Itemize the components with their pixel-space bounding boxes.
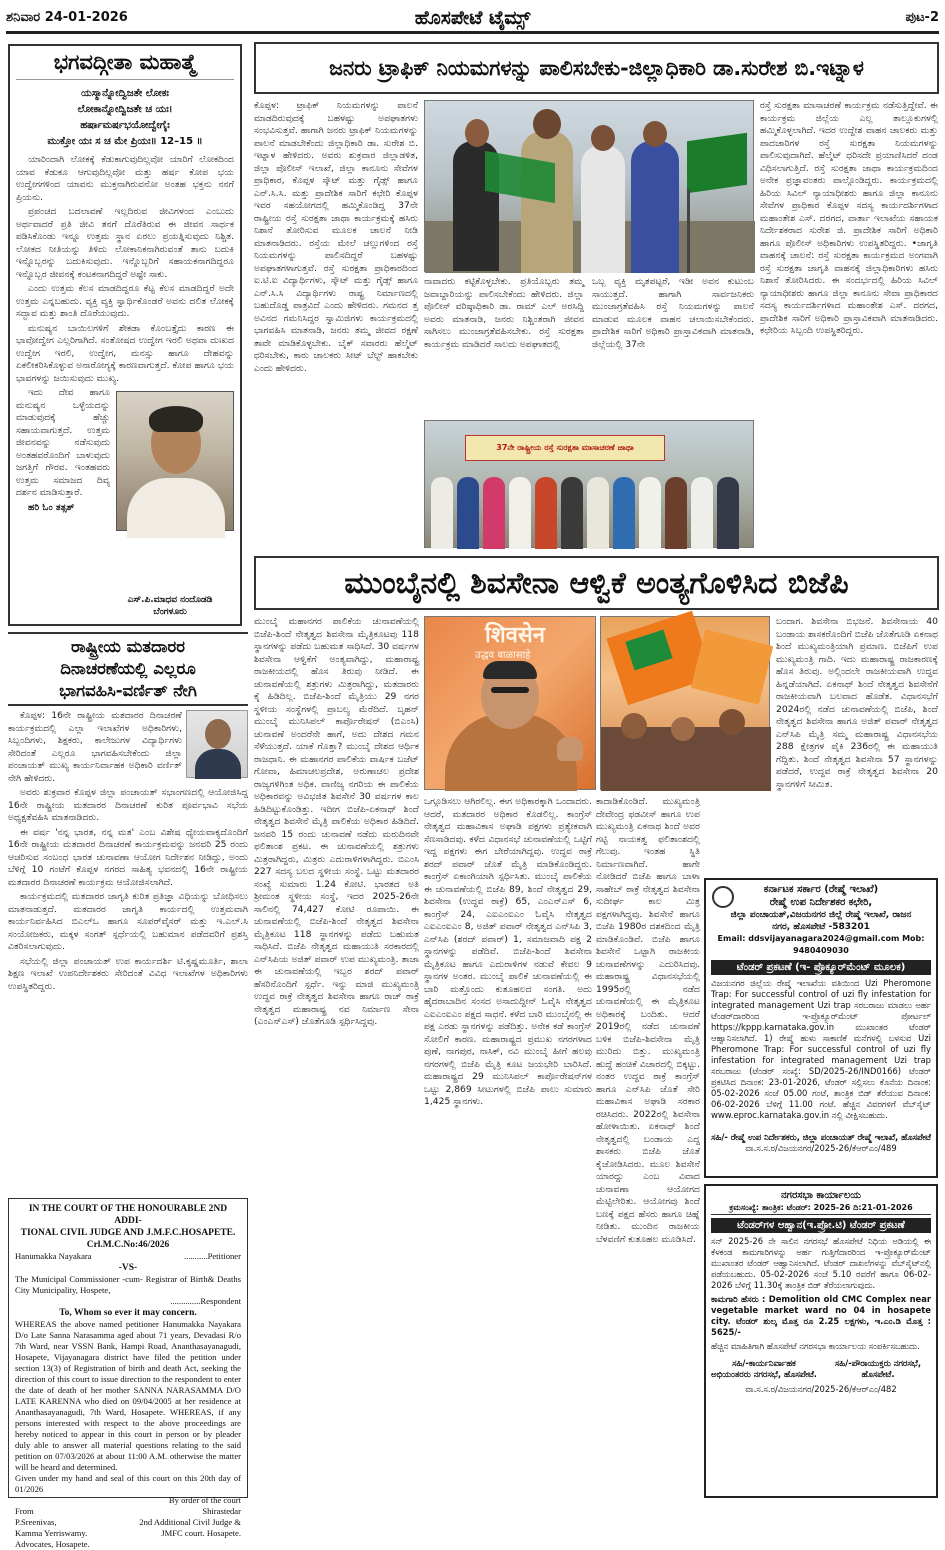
shivsena-col-3: ಕಾದಾಡಿಕೊಂಡಿದೆ. ಮುಖ್ಯಮಂತ್ರಿ ದೇವೇಂದ್ರ ಫಡವೀಸ್ ಹಾಗೂ ಉಪ ಮುಖ್ಯಮಂತ್ರಿ ಏಕನಾಥ ಶಿಂದೆ ಅವರ ಗಟ್ಟಿ ನಾಯಕತ್ವ ಫಲಿತಾಂಶದಲ್ಲಿ ಗೆಲುವು. ಇಂತಹ ಸ್ಥಿತಿ ನಿರ್ಮಾಣವಾಗಿದೆ. ಹಾಗೇ ನೋಡಿದರೆ ಬಿಜೆಪಿ ಹಾಗೂ ಬಾಳಾ ಸಾಹೇಬ್ ಠಾಕ್ರೆ ನೇತೃತ್ವದ ಶಿವಸೇನಾ ಸುದೀರ್ಘ ಕಾಲ ಮಿತ್ರ ಪಕ್ಷಗಳಾಗಿದ್ದವು. ಶಿವಸೇನೆ ಹಾಗೂ ಬಿಜೆಪಿ 1980ರ ದಶಕದಿಂದ ಮೈತ್ರಿ ಮಾಡಿಕೊಂಡಿವೆ. ಬಿಜೆಪಿ ಹಾಗೂ ಶಿವಸೇನೆ ಒಟ್ಟಾಗಿ ರಾಜಕೀಯ ಚುನಾವಣೆಗಳನ್ನು ಎದುರಿಸಿದವು. ಮಹಾರಾಷ್ಟ್ರ ವಿಧಾನಸಭೆಯಲ್ಲಿ 1995ರಲ್ಲಿ ನಡೆದ ಚುನಾವಣೆಯಲ್ಲಿ ಈ ಮೈತ್ರಿಕೂಟ ಅಧಿಕಾರಕ್ಕೆ ಬಂದಿತು. ಆದರೆ 2019ರಲ್ಲಿ ನಡೆದ ಚುನಾವಣೆ ಬಳಿಕ ಬಿಜೆಪಿ-ಶಿವಸೇನಾ ಮೈತ್ರಿ ಮುರಿದು ಬಿತ್ತು. ಮುಖ್ಯಮಂತ್ರಿ ಹುದ್ದೆ ಹಂಚಿಕೆ ವಿಚಾರದಲ್ಲಿ ಬಿಕ್ಕಟ್ಟು. ನಂತರ ಉದ್ಧವ ಠಾಕ್ರೆ ಕಾಂಗ್ರೆಸ್ ಹಾಗೂ ಎನ್‌ಸಿಪಿ ಜೊತೆ ಸೇರಿ ಮಹಾವಿಕಾಸ ಅಘಾಡಿ ಸರಕಾರ ರಚಿಸಿದರು. 2022ರಲ್ಲಿ ಶಿವಸೇನಾ ಹೋಳಾಯಿತು. ಏಕನಾಥ್ ಶಿಂದೆ ನೇತೃತ್ವದಲ್ಲಿ ಬಂಡಾಯ ಎದ್ದ ಶಾಸಕರು ಬಿಜೆಪಿ ಜೊತೆ ಕೈಜೋಡಿಸಿದರು. ಮೂಲ ಶಿವಸೇನೆ ಯಾರದ್ದು ಎಂಬ ವಿವಾದ ಚುನಾವಣಾ ಆಯೋಗದ ಮೆಟ್ಟಿಲೇರಿತು. ಆಯೋಗವು ಶಿಂದೆ ಬಣಕ್ಕೆ ಪಕ್ಷದ ಹೆಸರು ಹಾಗೂ ಚಿಹ್ನೆ ನೀಡಿತು. ಮುಂದಿನ ರಾಜಕೀಯ ಬೆಳವಣಿಗೆ ಕುತೂಹಲ ಮೂಡಿಸಿದೆ.	[596, 796, 700, 1245]
author-place: ಬೆಂಗಳೂರು	[153, 607, 187, 617]
paragraph: ಪ್ರಪಂಚದ ಬದಲಾವಣೆ ಇಲ್ಲದಿರುವ ಜೀವಿಗಳಂದ ಎಂಬುದು ಅರ್ಥವಾದರೆ ಪ್ರತಿ ಜೀವಿ ತನಗೆ ದೊರೆತಿರುವ ಈ ಜೀವನ ಸಾರ್ಥಕ ಪಡಿಸಿಕೊಂಡು ಇನ್ನೂ ಉತ್ತಮ ಸ್ಥಾನ ಏರಲು ಪ್ರಯತ್ನಿಸುವುದು ನಿಶ್ಚಿತ. ಲೋಕದ ನೀತಿಯನ್ನು ತಿಳಿದು ಲೋಕಾನಿಕನಾಗಿರುವಂತೆ ತಾನು ಬದುಕಿ ಇನ್ನೊಬ್ಬರನ್ನು ಬದುಕಿಸುವುದು. ಇನ್ನೊಬ್ಬರಿಗೆ ಸಹಾಯಕನಾಗದಿದ್ದರೂ ಇನ್ನೊಬ್ಬರ ಜೀವನಕ್ಕೆ ಕಂಟಕನಾಗದಿದ್ದರೆ ಅಷ್ಟೇ ಸಾಕು.	[16, 206, 234, 280]
headline-line: ರಾಷ್ಟ್ರೀಯ ಮತದಾರರ	[70, 637, 185, 656]
order-line: By order of the court	[168, 1495, 241, 1505]
paragraph: ಈ ವರ್ಷ 'ನನ್ನ ಭಾರತ, ನನ್ನ ಮತ' ಎಂಬ ವಿಶೇಷ ಧ್ಯೇಯವಾಕ್ಯದೊಂದಿಗೆ 16ನೇ ರಾಷ್ಟ್ರೀಯ ಮತದಾರರ ದಿನಾಚರಣೆ ಕಾರ್ಯಕ್ರಮವನ್ನು ಜನವರಿ 25 ರಂದು ಆಚರಿಸುವ ಸಂಬಂಧ ಭಾರತ ಚುನಾವಣಾ ಆಯೋಗ ನಿರ್ದೇಶನ ನೀಡಿದ್ದು, ಅಂದು ಬೆಳಿಗ್ಗೆ 10 ಗಂಟೆಗೆ ಕೊಪ್ಪಳ ನಗರದ ಸಾಹಿತ್ಯ ಭವನದಲ್ಲಿ 16ನೇ ರಾಷ್ಟ್ರೀಯ ಮತದಾರರ ದಿನಾಚರಣೆ ಕಾರ್ಯಕ್ರಮ ಆಯೋಜಿಸಲಾಗಿದೆ.	[8, 826, 248, 888]
case-number: Crl.M.C.No:46/2026	[86, 1240, 170, 1250]
ad-office-2: ಜಿಲ್ಲಾ ಪಂಚಾಯತ್,ವಿಜಯನಗರ ಜಿಲ್ಲೆ ರೇಷ್ಮೆ ಇಲಾಖೆ, ರಾಜನ	[730, 910, 912, 920]
traffic-col-3: ಒಬ್ಬ ವ್ಯಕ್ತಿ ಮೃತಪಟ್ಟರೆ, ಇಡೀ ಅವನ ಕುಟುಂಬ ಸಾಯುತ್ತದೆ. ಹಾಗಾಗಿ ಸಾರ್ವಜನಿಕರು ಮುಂಜಾಗ್ರತೆವಹಿಸಿ ರಸ್ತೆ ನಿಯಮಗಳನ್ನು ಪಾಲನೆ ಮಾಡುವ ಮೂಲಕ ವಾಹನ ಚಲಾಯಿಸಬೇಕೆಂದರು. ಪ್ರಾದೇಶಿಕ ಸಾರಿಗೆ ಅಧಿಕಾರಿ ಪ್ರಾಸ್ತಾವಿಕವಾಗಿ ಮಾತನಾಡಿ, ಜಿಲ್ಲೆಯಲ್ಲಿ 37ನೇ	[592, 276, 754, 350]
ceo-photo	[186, 710, 248, 778]
paragraph: ಎಂದು ಉತ್ತಮ ಕೆಲಸ ಮಾಡದಿದ್ದರೂ ಕೆಟ್ಟ ಕೆಲಸ ಮಾಡದಿದ್ದರೆ ಅದೇ ಉತ್ತಮ ಎನ್ನಬಹುದು. ವ್ಯಕ್ತಿ ವ್ಯಕ್ತಿ ಸ್ವಾರ್ಥಿಕೊಂಡರೆ ಅವನು ದಲಿತ ಲೋಕಕ್ಕೆ ಸದ್ಭಾವ ಮತ್ತು ಶಾಂತಿ ದೊರೆಯುವುದು.	[16, 283, 234, 319]
advocate-name: Kamma Yerriswamy.	[15, 1528, 88, 1538]
page-header	[6, 4, 939, 34]
court-notice	[8, 1198, 248, 1549]
issue-date: ಶನಿವಾರ 24-01-2026	[6, 10, 128, 25]
sericulture-tender-ad	[704, 878, 938, 1178]
author-name: ಎಸ್.ಪಿ.ಮಾಧವ ನಂದೊಡಡಿ	[127, 595, 213, 605]
author-byline	[110, 594, 230, 618]
ad2-body: ಸನ್ 2025-26 ನೇ ಸಾಲಿನ ನಗರಸಭೆ ಹೊಸಪೇಟೆ ನಿಧಿಯ ಅಡಿಯಲ್ಲಿ ಈ ಕೆಳಕಂಡ ಕಾಮಗಾರಿಗಳನ್ನು ಅರ್ಹ ಗುತ್ತಿಗೆದಾರರಿಂದ ಇ-ಪ್ರೊಕ್ಯೂರ್‌ಮೆಂಟ್ ಮುಖಾಂತರ ಟೆಂಡರ್ ಆಹ್ವಾನಿಸಲಾಗಿದೆ. ಟೆಂಡರ್ ದಾಖಲೆಗಳನ್ನು ವೆಬ್‌ಸೈಟ್‌ನಲ್ಲಿ ಪಡೆಯಬಹುದು. 05-02-2026 ಸಂಜೆ 5.10 ರವರೆಗೆ ಹಾಗೂ 06-02-2026 ಬೆಳಿಗ್ಗೆ 11.30ಕ್ಕೆ ತಾಂತ್ರಿಕ ಬಿಡ್ ತೆರೆಯಲಾಗುವುದು.	[711, 1236, 931, 1290]
voters-day-article	[8, 632, 248, 1192]
shivsena-photo-celebration	[600, 616, 770, 790]
shloka-line: ಮುಕ್ತೋ ಯಃ ಸ ಚ ಮೇ ಪ್ರಿಯಃ॥ 12–15 ॥	[47, 136, 203, 147]
ad2-note: ಹೆಚ್ಚಿನ ಮಾಹಿತಿಗಾಗಿ ಹೊಸಪೇಟೆ ನಗರಸಭಾ ಕಾರ್ಯಾಲಯ ಸಂಪರ್ಕಿಸಬಹುದು.	[711, 1341, 920, 1351]
paragraph: ಸಭೆಯಲ್ಲಿ ಜಿಲ್ಲಾ ಪಂಚಾಯತ್ ಉಪ ಕಾರ್ಯದರ್ಶಿ ಟಿ.ಕೃಷ್ಣಮೂರ್ತಿ, ಶಾಲಾ ಶಿಕ್ಷಣ ಇಲಾಖೆ ಉಪನಿರ್ದೇಶಕರು ಸೇರಿದಂತೆ ವಿವಿಧ ಇಲಾಖೆಗಳ ಅಧಿಕಾರಿಗಳು ಉಪಸ್ಥಿತರಿದ್ದರು.	[8, 955, 248, 992]
ad-body: ವಿಜಯನಗರ ಜಿಲ್ಲೆಯ ರೇಷ್ಮೆ ಇಲಾಖೆಯ ವತಿಯಿಂದ Uzi Pheromone Trap: For successful control of uzi fly infestation for integrated management Uzi trap ಸರಬರಾಜು ಮಾಡಲು ಅರ್ಹ ಟೆಂಡರ್‌ದಾರರಿಂದ ಇ-ಪ್ರೊಕ್ಯೂರ್‌ಮೆಂಟ್ ಪೋರ್ಟಲ್ https://kppp.karnataka.gov.in ಮುಖಾಂತರ ಟೆಂಡರ್ ಆಹ್ವಾನಿಸಲಾಗಿದೆ. 1) ರೇಷ್ಮೆ ಹುಳು ಸಾಕಾಣಿಕೆ ಮನೆಗಳಲ್ಲಿ ಬಳಸುವ Uzi Pheromone Trap: For successful control of uzi fly infestation for integrated management Uzi trap ಸರಬರಾಜು (ಟೆಂಡರ್ ಸಂಖ್ಯೆ: SD/2025-26/IND0166) ಟೆಂಡರ್ ಪ್ರಕಟಿಸಿದ ದಿನಾಂಕ: 23-01-2026, ಟೆಂಡರ್ ಸಲ್ಲಿಸಲು ಕೊನೆಯ ದಿನಾಂಕ: 05-02-2026 ಸಂಜೆ 05.00 ಗಂಟೆ, ತಾಂತ್ರಿಕ ಬಿಡ್ ತೆರೆಯುವ ದಿನಾಂಕ: 06-02-2026 ಬೆಳಿಗ್ಗೆ 11.00 ಗಂಟೆ. ಹೆಚ್ಚಿನ ವಿವರಗಳಿಗೆ ವೆಬ್‌ಸೈಟ್ www.eproc.karnataka.gov.in ನಲ್ಲಿ ವೀಕ್ಷಿಸಬಹುದು.	[711, 978, 931, 1120]
voters-headline	[8, 632, 248, 706]
signature-line: 2nd Additional Civil Judge &	[139, 1517, 241, 1527]
respondent: The Municipal Commissioner -cum- Registrar of Birth& Deaths City Municipality, Hospete,	[15, 1274, 241, 1295]
ad2-head: ನಗರಸಭಾ ಕಾರ್ಯಾಲಯ	[780, 1190, 862, 1201]
court-title: TIONAL CIVIL JUDGE AND J.M.F.C.HOSAPETE.	[20, 1228, 236, 1238]
ad-govt: ಕರ್ನಾಟಕ ಸರ್ಕಾರ (ರೇಷ್ಮೆ ಇಲಾಖೆ)	[763, 884, 879, 895]
headline-line: ಭಾಗವಹಿಸಿ-ವರ್ಣಿತ್ ನೇಗಿ	[59, 681, 197, 700]
shivsena-col-2: ಒಗ್ಗೂಡಿಸಲು ಆಗಿರಲಿಲ್ಲ. ಈಗ ಅಧಿಕಾರಕ್ಕಾಗಿ ಒಂದಾದರು. ಆದರೆ, ಮತದಾರರ ಅಧಿಕಾರ ಕೊಡಲಿಲ್ಲ. ಕಾಂಗ್ರೆಸ್ ನೇತೃತ್ವದ ಮಹಾವಿಕಾಸ ಅಘಾಡಿ ಪಕ್ಷಗಳು ಪ್ರತ್ಯೇಕವಾಗಿ ಸೆಣಸಾಡಿದವು. ಕಳೆದ ವಿಧಾನಸಭೆ ಚುನಾವಣೆಯಲ್ಲಿ ಒಟ್ಟಿಗೆ ಇದ್ದ ಪಕ್ಷಗಳು ಈಗ ಬೇರೆಯಾಗಿದ್ದವು. ಉದ್ಧವ ಠಾಕ್ರೆ ಶರದ್ ಪವಾರ್ ಜೊತೆ ಮೈತ್ರಿ ಮಾಡಿಕೊಂಡಿದ್ದರು. ಕಾಂಗ್ರೆಸ್ ಏಕಾಂಗಿಯಾಗಿ ಸ್ಪರ್ಧಿಸಿತು. ಮುಂಬೈ ಪಾಲಿಕೆಯ ಈ ಚುನಾವಣೆಯಲ್ಲಿ ಬಿಜೆಪಿ 89, ಶಿಂದೆ ನೇತೃತ್ವದ 29, ಶಿವಸೇನಾ (ಉದ್ಧವ ಠಾಕ್ರೆ) 65, ಎಂಎನ್‌ಎಸ್ 6, ಕಾಂಗ್ರೆಸ್ 24, ಎಐಎಂಐಎಂ ಓವೈಸಿ ನೇತೃತ್ವದ ಎಐಎಂಐಎಂ 8, ಅಜಿತ್ ಪವಾರ್ ನೇತೃತ್ವದ ಎನ್‌ಸಿಪಿ 3, ಎನ್‌ಸಿಪಿ (ಶರದ್ ಪವಾರ್) 1, ಸಮಾಜವಾದಿ ಪಕ್ಷ 2 ಸ್ಥಾನಗಳನ್ನು ಪಡೆದಿವೆ. ಬಿಜೆಪಿ-ಶಿಂದೆ ಶಿವಸೇನಾ ಮೈತ್ರಿಕೂಟ ಹಾಗೂ ಎದುರಾಳಿಗಳ ನಡುವೆ ಕೇವಲ 9 ಸ್ಥಾನಗಳ ಅಂತರ. ಮುಂಬೈ ಪಾಲಿಕೆ ಚುನಾವಣೆಯಲ್ಲಿ ಈ ಬಾರಿ ಮತ್ತೊಂದು ಕುತೂಹಲದ ಸಂಗತಿ. ಅದು ಹೈದರಾಬಾದಿನ ಸಂಸದ ಅಸಾದುದ್ದೀನ್ ಓವೈಸಿ ನೇತೃತ್ವದ ಎಐಎಂಐಎಂ ಪಕ್ಷದ ಸಾಧನೆ. ಕಳೆದ ಬಾರಿ ಮುಂಬೈನಲ್ಲಿ ಈ ಪಕ್ಷ ಎರಡು ಸ್ಥಾನಗಳನ್ನು ಪಡೆದಿತ್ತು. ಅನೇಕ ಕಡೆ ಕಾಂಗ್ರೆಸ್ ಸೋಲಿಗೆ ಕಾರಣ. ಮಹಾರಾಷ್ಟ್ರದ ಪ್ರಮುಖ ನಗರಗಳಾದ ಪುಣೆ, ನಾಗಪುರ, ನಾಸಿಕ್, ನವಿ ಮುಂಬೈ ಹೀಗೆ ಹಲವು ನಗರಗಳಲ್ಲಿ ಬಿಜೆಪಿ ಮೈತ್ರಿ ಕೂಟ ಜಯಭೇರಿ ಬಾರಿಸಿದೆ. ಮಹಾರಾಷ್ಟ್ರದ 29 ಮುನಿಸಿಪಲ್ ಕಾರ್ಪೊರೇಷನ್‌ಗಳ ಒಟ್ಟು 2,869 ಸೀಟುಗಳಲ್ಲಿ ಬಿಜೆಪಿ ಪಾಲು ಸುಮಾರು 1,425 ಸ್ಥಾನಗಳು.	[424, 796, 592, 1107]
versus: -VS-	[118, 1263, 138, 1273]
paragraph: ಯಾರಿಂದಾಗಿ ಲೋಕಕ್ಕೆ ಕೆಡುಕಾಗುವುದಿಲ್ಲವೋ ಯಾರಿಗೆ ಲೋಕದಿಂದ ಯಾವ ಕೆಡುಕೂ ಆಗುವುದಿಲ್ಲವೋ ಮತ್ತು ಹರ್ಷ ಕೋಪ ಭಯ ಉದ್ವೇಗಗಳಿಂದ ಯಾವನು ಮುಕ್ತನಾಗಿರುವನೋ ಅಂತಹ ಭಕ್ತನು ನನಗೆ ಪ್ರಿಯನು.	[16, 154, 234, 203]
ad-signature: ಸಹಿ/- ರೇಷ್ಮೆ ಉಪ ನಿರ್ದೇಶಕರು, ಜಿಲ್ಲಾ ಪಂಚಾಯತ್ ರೇಷ್ಮೆ ಇಲಾಖೆ, ಹೊಸಪೇಟೆ	[711, 1132, 931, 1142]
page-number: ಪುಟ-2	[905, 10, 939, 25]
ad-place: ನಗರ, ಹೊಸಪೇಟೆ -583201	[772, 922, 870, 932]
gita-title: ಭಗವದ್ಗೀತಾ ಮಹಾತ್ಮೆ	[16, 50, 234, 80]
advocate-office: Advocates, Hosapete.	[15, 1539, 90, 1549]
ad2-work: ಕಾಮಗಾರಿ ಹೆಸರು : Demolition old CMC Complex near vegetable market ward no 04 in hosapete city. ಟೆಂಡರ್ ಶುಲ್ಕ ಮೊತ್ತ ರೂ 2.25 ಲಕ್ಷಗಳು, ಇ.ಎಂ.ಡಿ ಮೊತ್ತ : 5625/-	[711, 1294, 931, 1337]
paragraph: ಹರಿ ಓಂ ತತ್ಸತ್	[28, 501, 75, 513]
ad2-signature-2: ಸಹಿ/-ಪೌರಾಯುಕ್ತರು ನಗರಸಭೆ, ಹೊಸಪೇಟೆ.	[834, 1358, 922, 1379]
author-photo	[116, 391, 234, 531]
traffic-photo-rally	[424, 420, 754, 548]
ad-tender-bar: ಟೆಂಡರ್ ಪ್ರಕಟಣೆ (ಇ- ಪ್ರೊಕ್ಯೂರ್‌ಮೆಂಟ್ ಮೂಲಕ)	[711, 960, 931, 975]
traffic-col-2: ನಾವಾದರು ಕಟ್ಟಿಕೊಳ್ಳಬೇಕು. ಪ್ರತಿಯೊಬ್ಬರು ತಮ್ಮ ಜವಾಬ್ದಾರಿಯನ್ನು ಪಾಲಿಸಬೇಕೆಂದು ಹೇಳಿದರು. ಜಿಲ್ಲಾ ಪೊಲೀಸ್ ವರಿಷ್ಠಾಧಿಕಾರಿ ಡಾ. ರಾಮ್ ಎಲ್ ಅರಸಿದ್ದಿ ಅವರು ಮಾತನಾಡಿ, ಜನರು ನಿಶ್ಚಿಂತರಾಗಿ ಜೀವನ ಸಾಗಿಸಲು ಮುಂಜಾಗ್ರತೆವಹಿಸಬೇಕು. ರಸ್ತೆ ಸುರಕ್ಷತಾ ಕಾರ್ಯಕ್ರಮ ಮಾಡಿದರೆ ಸಾಲದು ಅಪಘಾತದಲ್ಲಿ	[424, 276, 584, 350]
from-label: From	[15, 1506, 34, 1516]
shloka-line: ಯಸ್ಮಾನ್ನೋದ್ವಿಜತೇ ಲೋಕಃ	[81, 88, 169, 99]
signature-line: Shirastedar	[202, 1506, 241, 1516]
ad-contact: Email: ddsvijayanagara2024@gmail.com Mob: 9480409030	[717, 934, 925, 955]
gita-column	[8, 44, 242, 626]
voters-body	[8, 710, 248, 1190]
shloka-line: ಲೋಕಾನ್ನೋದ್ವಿಜತೇ ಚ ಯಃ।	[77, 104, 173, 115]
ad2-reference: ವಾ.ಸ.ಸ.ರ/ವಿಜಯನಗರ/2025-26/ಕೆಆರ್‌ಎಂ/482	[745, 1384, 897, 1394]
ad-reference: ವಾ.ಸ.ಸ.ರ/ವಿಜಯನಗರ/2025-26/ಕೆಆರ್‌ಎಂ/489	[745, 1143, 897, 1153]
ad2-ref-line: ಕ್ರಮಸಂಖ್ಯೆ: ತಾಂತ್ರಿಕ: ಟೆಂಡರ್: 2025-26 ದಿ:21-01-2026	[711, 1202, 931, 1215]
given-line: Given under my hand and seal of this court on this 20th day of 01/2026	[15, 1473, 241, 1494]
rally-banner: 37ನೇ ರಾಷ್ಟ್ರೀಯ ರಸ್ತೆ ಸುರಕ್ಷತಾ ಮಾಸಾಚರಣೆ ಜಾಥಾ	[496, 443, 634, 452]
traffic-col-4: ರಸ್ತೆ ಸುರಕ್ಷತಾ ಮಾಸಾಚರಣೆ ಕಾರ್ಯಕ್ರಮ ನಡೆಸುತ್ತಿದ್ದೇವೆ. ಈ ಕಾರ್ಯಕ್ರಮ ಜಿಲ್ಲೆಯ ಎಲ್ಲ ತಾಲ್ಲೂಕುಗಳಲ್ಲಿ ಹಮ್ಮಿಕೊಳ್ಳಲಾಗಿದೆ. ಇದರ ಉದ್ದೇಶ ವಾಹನ ಚಾಲಕರು ಮತ್ತು ಪಾದಚಾರಿಗಳ ರಸ್ತೆ ಸುರಕ್ಷತಾ ನಿಯಮಗಳನ್ನು ಪಾಲಿಸುವುದಾಗಿದೆ. ಹೆಲ್ಮೆಟ್ ಧರಿಸದೇ ಪ್ರಯಾಣಿಸಿದರೆ ದಂಡ ವಿಧಿಸಲಾಗುತ್ತಿದೆ. ರಸ್ತೆ ಸುರಕ್ಷತಾ ಜಾಥಾ ಕಾರ್ಯಕ್ರಮದಿಂದ ಅನೇಕ ಪ್ರಜ್ಞಾವಂತರು ಪಾಲ್ಗೊಂಡಿದ್ದರು. ಕಾರ್ಯಕ್ರಮದಲ್ಲಿ ಹಿರಿಯ ಸಿವಿಲ್ ನ್ಯಾಯಾಧೀಶರು ಹಾಗೂ ಜಿಲ್ಲಾ ಕಾನೂನು ಸೇವೆಗಳ ಪ್ರಾಧಿಕಾರ ಕೊಪ್ಪಳ ಸದಸ್ಯ ಕಾರ್ಯದರ್ಶಿಗಳಾದ ಮಹಾಂತೇಶ ಎಸ್. ದರಗದ, ವಾರ್ತಾ ಇಲಾಖೆಯ ಸಹಾಯಕ ನಿರ್ದೇಶಕರಾದ ಸುರೇಶ ಜಿ. ಪ್ರಾದೇಶಿಕ ಸಾರಿಗೆ ಅಧಿಕಾರಿ ಹಾಗೂ ಪೊಲೀಸ್ ಅಧಿಕಾರಿಗಳು ಉಪಸ್ಥಿತರಿದ್ದರು. •ಜಾಗೃತಿ ವಾಹನಕ್ಕೆ ಚಾಲನೆ: ರಸ್ತೆ ಸುರಕ್ಷತಾ ಕಾರ್ಯಕ್ರಮದ ಅಂಗವಾಗಿ ರಸ್ತೆ ಸುರಕ್ಷತಾ ಜಾಗೃತಿ ವಾಹನಕ್ಕೆ ಜಿಲ್ಲಾಧಿಕಾರಿಗಳು ಹಸಿರು ನಿಶಾನೆ ತೋರಿಸಿದರು. ಈ ಸಂದರ್ಭದಲ್ಲಿ ಹಿರಿಯ ಸಿವಿಲ್ ನ್ಯಾಯಾಧೀಶರು ಹಾಗೂ ಜಿಲ್ಲಾ ಕಾನೂನು ಸೇವಾ ಪ್ರಾಧಿಕಾರದ ಸದಸ್ಯ ಕಾರ್ಯದರ್ಶಿಗಳಾದ ಮಹಾಂತೇಶ ಎಸ್. ದರಗದ, ಪ್ರಾದೇಶಿಕ ಸಾರಿಗೆ ಅಧಿಕಾರಿ ಪ್ರಾಸ್ತಾವಿಕವಾಗಿ ಮಾತನಾಡಿದರು. ಕಛೇರಿಯ ಸಿಬ್ಬಂದಿ ಉಪಸ್ಥಿತರಿದ್ದರು.	[760, 100, 938, 336]
petitioner-row: Hanumakka Nayakara ...........Petitioner	[15, 1251, 241, 1261]
respondent-row: ..............Respondent	[170, 1296, 241, 1306]
paragraph: ಕೊಪ್ಪಳ: 16ನೇ ರಾಷ್ಟ್ರೀಯ ಮತದಾರರ ದಿನಾಚರಣೆ ಕಾರ್ಯಕ್ರಮದಲ್ಲಿ ಎಲ್ಲಾ ಇಲಾಖೆಗಳ ಅಧಿಕಾರಿಗಳು, ಸಿಬ್ಬಂದಿಗಳು, ಶಿಕ್ಷಕರು, ಕಾಲೇಜುಗಳ ವಿದ್ಯಾರ್ಥಿಗಳು ಸೇರಿದಂತೆ ಎಲ್ಲರೂ ಭಾಗವಹಿಸಬೇಕೆಂದು ಜಿಲ್ಲಾ ಪಂಚಾಯತ್ ಮುಖ್ಯ ಕಾರ್ಯನಿರ್ವಾಹಕ ಅಧಿಕಾರಿ ವರ್ಣಿತ್ ನೇಗಿ ಹೇಳಿದರು.	[8, 710, 182, 784]
paragraph: ಮನುಷ್ಯನ ಬಾಯಿಲಗಳಿಗೆ ಶೇಕಡಾ ಕೊಂಬತ್ತೈದು ಕಾರಣ ಈ ಭಾವೋದ್ವೇಗ ಎಲ್ಲರಿಗಾಗಿದೆ. ಸಂತೋಷದ ಉದ್ವೇಗ ಇರಲಿ ಅಥವಾ ದುಃಖದ ಉದ್ವೇಗ ಇರಲಿ, ಉದ್ವೇಗ, ಮನಸ್ಸು ಹಾಗೂ ದೇಹವನ್ನು ಏಕಲೀಕರಿಸಿಕೊಳ್ಳುವ ಅನಾರೋಗ್ಯಕ್ಕೆ ಕಾರಣವಾಗುತ್ತದೆ. ಕೋಪ ಹಾಗೂ ಭಯ ಭಾವಗಳನ್ನು ಜಯಿಸುವುದು ಮುಖ್ಯ.	[16, 322, 234, 384]
photo-text-hindi: शिवसेन	[485, 623, 545, 648]
shivsena-headline: ಮುಂಬೈನಲ್ಲಿ ಶಿವಸೇನಾ ಆಳ್ವಿಕೆ ಅಂತ್ಯಗೊಳಿಸಿದ ಬಿಜೆಪಿ	[254, 556, 939, 610]
traffic-photo-officials	[424, 100, 754, 272]
headline-line: ದಿನಾಚರಣೆಯಲ್ಲಿ ಎಲ್ಲರೂ	[60, 659, 196, 678]
masthead: ಹೊಸಪೇಟೆ ಟೈಮ್ಸ್	[414, 6, 531, 29]
advocate-name: P.Sreenivas,	[15, 1517, 57, 1527]
gita-shloka	[16, 86, 234, 150]
notice-body: WHEREAS the above named petitioner Hanumakka Nayakara D/o Late Sanna Narasamma aged about 71 years, Devadasi R/o 7th Ward, near VSSN Bank, Hampi Road, Ananthasayanagudi, Hosapete, Vijayanagara district have filed the petition under section 13(3) of Registration of birth and death Act, seeking the direction of this court to issue direction to the respondent to enter the date of death of her mother SANNA NARASAMMA D/O LATE KARENNA who died on 09/04/2005 at her residence at Ananthasayanagudi, 7th Ward, Hosapete. WHEREAS, if any persons interested with respect to the above proceedings are hereby noticed to appear in this court in person or by pleader duly able to answer all material questions relating to the said petition on 07/03/2026 at about 11:00 A.M. otherwise the matter will be heard and determined.	[15, 1319, 241, 1472]
ad2-tender-bar: ಟೆಂಡರ್‌ಗಳ ಆಹ್ವಾನ(ಇ.ಪ್ರೋ.ಟಿ) ಟೆಂಡರ್ ಪ್ರಕಟಣೆ	[711, 1218, 931, 1233]
paragraph: ಇದು ದೇವ ಹಾಗೂ ಮನುಷ್ಯನ ಒಳ್ಳೆಯದನ್ನು ಮಾಡುವುದಕ್ಕೆ ಹೆಚ್ಚು ಸಹಾಯವಾಗುತ್ತದೆ. ಉತ್ತಮ ಜೀವನವನ್ನು ನಡೆಸುವುದು ಅಂತಹವರೊಂದಿಗೆ ಬಾಳುವುದು ಜಗತ್ತಿಗೆ ಗೌರವ. ಇಂತಹವರು ಉತ್ತಮ ಸಮಾಜದ ದಿವ್ಯ ದರ್ಶನ ಮಾಡಿಸುತ್ತಾರೆ.	[16, 387, 110, 498]
traffic-headline: ಜನರು ಟ್ರಾಫಿಕ್ ನಿಯಮಗಳನ್ನು ಪಾಲಿಸಬೇಕು-ಜಿಲ್ಲಾಧಿಕಾರಿ ಡಾ.ಸುರೇಶ ಬಿ.ಇಟ್ನಾಳ	[254, 42, 939, 94]
notice-to: To, Whom so ever it may concern.	[59, 1308, 197, 1318]
court-title: IN THE COURT OF THE HONOURABLE 2ND ADDI-	[28, 1204, 228, 1226]
paragraph: ಅವರು ಶುಕ್ರವಾರ ಕೊಪ್ಪಳ ಜಿಲ್ಲಾ ಪಂಚಾಯತ್ ಸಭಾಂಗಣದಲ್ಲಿ ಆಯೋಜಿಸಿದ್ದ 16ನೇ ರಾಷ್ಟ್ರೀಯ ಮತದಾರರ ದಿನಾಚರಣೆ ಕುರಿತ ಪೂರ್ವಭಾವಿ ಸಭೆಯ ಅಧ್ಯಕ್ಷತೆವಹಿಸಿ ಮಾತನಾಡಿದರು.	[8, 787, 248, 823]
shivsena-col-1: ಮುಂಬೈ ಮಹಾನಗರ ಪಾಲಿಕೆಯ ಚುನಾವಣೆಯಲ್ಲಿ ಬಿಜೆಪಿ-ಶಿಂದೆ ನೇತೃತ್ವದ ಶಿವಸೇನಾ ಮೈತ್ರಿಕೂಟವು 118 ಸ್ಥಾನಗಳನ್ನು ಪಡೆದು ಬಹುಮತ ಸಾಧಿಸಿದೆ. 30 ವರ್ಷಗಳ ಶಿವಸೇನಾ ಆಳ್ವಿಕೆಗೆ ಅಂತ್ಯವಾಗಿದ್ದು, ಮಹಾರಾಷ್ಟ್ರ ರಾಜಕೀಯದಲ್ಲಿ ಹೊಸ ತಿರುವು ನೀಡಿದೆ. ಈ ಚುನಾವಣೆಯಲ್ಲಿ ಶತ್ರುಗಳು ಮಿತ್ರರಾಗಿದ್ದು, ಮತದಾರರು ಕೈ ಹಿಡಿದಿಲ್ಲ. ಬಿಜೆಪಿ-ಶಿಂದೆ ಮೈತ್ರಿಯು 29 ನಗರ ಸ್ಥಳೀಯ ಸಂಸ್ಥೆಗಳಲ್ಲಿ ಪ್ರಾಬಲ್ಯ ಮೆರೆದಿದೆ. ಬೃಹನ್ ಮುಂಬೈ ಮುನಿಸಿಪಲ್ ಕಾರ್ಪೊರೇಷನ್ (ಬಿಎಂಸಿ) ಚುನಾವಣೆ ಅಂದರೆನೇ ಹಾಗೆ, ಅದು ದೇಶದ ಗಮನ ಸೆಳೆಯುತ್ತದೆ. ಯಾಕೆ ಗೊತ್ತಾ? ಮುಂಬೈ ದೇಶದ ಆರ್ಥಿಕ ರಾಜಧಾನಿ. ಈ ಮಹಾನಗರ ಪಾಲಿಕೆಯ ವಾರ್ಷಿಕ ಬಜೆಟ್ ಗೋವಾ, ಹಿಮಾಚಲಪ್ರದೇಶ, ಅರುಣಾಚಲ ಪ್ರದೇಶ ರಾಜ್ಯಗಳಿಗಿಂತ ಅಧಿಕ. ವಾಣಿಜ್ಯ ನಗರಿಯ ಈ ಪಾಲಿಕೆಯ ಅಧಿಕಾರವನ್ನು ಅವಿಭಜಿತ ಶಿವಸೇನೆ 30 ವರ್ಷಗಳ ಕಾಲ ಹಿಡಿದಿಟ್ಟುಕೊಂಡಿತ್ತು. ಇದೀಗ ಬಿಜೆಪಿ-ಏಕನಾಥ್ ಶಿಂದೆ ನೇತೃತ್ವದ ಶಿವಸೇನೆ ಮೈತ್ರಿ ಪಾಲಿಕೆಯ ಅಧಿಕಾರ ಹಿಡಿದಿದೆ. ಜನವರಿ 15 ರಂದು ಚುನಾವಣೆ ನಡೆದು ಮರುದಿನವೇ ಫಲಿತಾಂಶ ಪ್ರಕಟ. ಈ ಚುನಾವಣೆಯಲ್ಲಿ ಶತ್ರುಗಳು ಮಿತ್ರರಾಗಿದ್ದರು, ಮಿತ್ರರು ಎದುರಾಳಿಗಳಾಗಿದ್ದರು. ಬಿಎಂಸಿ 227 ಸದಸ್ಯ ಬಲದ ಸ್ಥಳೀಯ ಸಂಸ್ಥೆ. ಒಟ್ಟು ಮತದಾರರ ಸಂಖ್ಯೆ ಸುಮಾರು 1.24 ಕೋಟಿ. ಭಾರತದ ಅತಿ ಶ್ರೀಮಂತ ಸ್ಥಳೀಯ ಸಂಸ್ಥೆ, ಇದರ 2025-26ನೇ ಸಾಲಿನಲ್ಲಿ 74,427 ಕೋಟಿ ರೂಪಾಯಿ. ಈ ಚುನಾವಣೆಯಲ್ಲಿ ಬಿಜೆಪಿ-ಶಿಂದೆ ನೇತೃತ್ವದ ಶಿವಸೇನಾ ಮೈತ್ರಿಕೂಟ 118 ಸ್ಥಾನಗಳನ್ನು ಪಡೆದು ಬಹುಮತ ಸಾಧಿಸಿದೆ. ಬಿಜೆಪಿ ನೇತೃತ್ವದ ಮಹಾಯುತಿ ಸರಕಾರದಲ್ಲಿ ಎನ್‌ಸಿಪಿಯ ಅಜಿತ್ ಪವಾರ್ ಉಪ ಮುಖ್ಯಮಂತ್ರಿ. ತಾಜಾ ಈ ಚುನಾವಣೆಯಲ್ಲಿ ಇಬ್ಬರ ಶರದ್ ಪವಾರ್ ಹೆಸರಿನೊಂದಿಗೆ ಸ್ಪರ್ಧೆ. ಇನ್ನು ಮಾಜಿ ಮುಖ್ಯಮಂತ್ರಿ ಉದ್ಧವ ಠಾಕ್ರೆ ನೇತೃತ್ವದ ಶಿವಸೇನಾ ಹಾಗೂ ರಾಜ್ ಠಾಕ್ರೆ ನೇತೃತ್ವದ ಮಹಾರಾಷ್ಟ್ರ ನವ ನಿರ್ಮಾಣ ಸೇನಾ (ಎಂಎನ್‌ಎಸ್) ಜೊತೆಗೂಡಿ ಸ್ಪರ್ಧಿಸಿದ್ದವು.	[254, 616, 419, 1027]
shivsena-photo-uddhav	[424, 616, 596, 790]
traffic-col-1: ಕೊಪ್ಪಳ: ಟ್ರಾಫಿಕ್ ನಿಯಮಗಳನ್ನು ಪಾಲನೆ ಮಾಡದಿರುವುದಕ್ಕೆ ಬಹಳಷ್ಟು ಅಪಘಾತಗಳು ಸಂಭವಿಸುತ್ತವೆ. ಹಾಗಾಗಿ ಜನರು ಟ್ರಾಫಿಕ್ ನಿಯಮಗಳನ್ನು ಪಾಲನೆ ಮಾಡಬೇಕೆಂದು ಜಿಲ್ಲಾಧಿಕಾರಿ ಡಾ. ಸುರೇಶ ಬಿ. ಇಟ್ನಾಳ ಹೇಳಿದರು. ಅವರು ಶುಕ್ರವಾರ ಜಿಲ್ಲಾಡಳಿತ, ಜಿಲ್ಲಾ ಪೊಲೀಸ್ ಇಲಾಖೆ, ಜಿಲ್ಲಾ ಕಾನೂನು ಸೇವೆಗಳ ಪ್ರಾಧಿಕಾರ, ಕೊಪ್ಪಳ ಸ್ಕೌಟ್ ಮತ್ತು ಗೈಡ್ಸ್ ಹಾಗೂ ಎನ್.ಸಿ.ಸಿ. ಮತ್ತು ಪ್ರಾದೇಶಿಕ ಸಾರಿಗೆ ಕಛೇರಿ ಕೊಪ್ಪಳ ಇವರ ಸಹಯೋಗದಲ್ಲಿ ಹಮ್ಮಿಕೊಂಡಿದ್ದ 37ನೇ ರಾಷ್ಟ್ರೀಯ ರಸ್ತೆ ಸುರಕ್ಷತಾ ಜಾಥಾ ಕಾರ್ಯಕ್ರಮಕ್ಕೆ ಹಸಿರು ನಿಶಾನೆ ತೋರಿಸುವ ಮೂಲಕ ಚಾಲನೆ ನೀಡಿ ಮಾತನಾಡಿದರು. ರಸ್ತೆಯ ಮೇಲೆ ಚಲ್ಲುಗಳಿಂದ ರಸ್ತೆ ನಿಯಮಗಳನ್ನು ಪಾಲಿಸದಿದ್ದರೆ ಬಹಳಷ್ಟು ಅಪಘಾತಗಳಾಗುತ್ತವೆ. ರಸ್ತೆ ಸುರಕ್ಷತಾ ಪ್ರಾಧಿಕಾರದಿಂದ ಐ.ಟಿ.ಐ ವಿದ್ಯಾರ್ಥಿಗಳು, ಸ್ಕೌಟ್ ಮತ್ತು ಗೈಡ್ಸ್ ಹಾಗೂ ಎನ್.ಸಿ.ಸಿ ವಿದ್ಯಾರ್ಥಿಗಳು ರಾಷ್ಟ್ರ ನಿರ್ಮಾಣದಲ್ಲಿ ಬಹುದೊಡ್ಡ ಪಾತ್ರವಿದೆ ಎಂದು ಹೇಳಿದರು. ಗಮನದ ತ್ತ ಅವಿನದ ಗಮನಿಸಿದ್ದರ ಸ್ವಾಮಿಜಿಗಳು ಕಾರ್ಯಕ್ರಮದಲ್ಲಿ ಭಾಗವಹಿಸಿ ಮಾತನಾಡಿ, ಜನರು ತಮ್ಮ ಜೀವದ ರಕ್ಷಣೆ ತಾವೇ ಮಾಡಿಕೊಳ್ಳಬೇಕು. ಬೈಕ್ ಸವಾರರು ಹೆಲ್ಮೆಟ್ ಧರಿಸಬೇಕು, ಕಾರು ಚಾಲಕರು ಸೀಟ್ ಬೆಲ್ಟ್ ಹಾಕಬೇಕು ಎಂದು ಹೇಳಿದರು.	[254, 100, 418, 374]
paragraph: ಕಾರ್ಯಕ್ರಮದಲ್ಲಿ ಮತದಾರರ ಜಾಗೃತಿ ಕುರಿತ ಪ್ರತಿಜ್ಞಾ ವಿಧಿಯನ್ನು ಬೋಧಿಸಲು ಮಾತನಾಡುತ್ತದೆ. ಮತದಾರರ ಜಾಗೃತಿ ಕಾರ್ಯದಲ್ಲಿ ಉತ್ತಮವಾಗಿ ಕಾರ್ಯನಿರ್ವಹಿಸಿದ ಬಿಎಲ್‌ಒ ಹಾಗೂ ಸೂಪರ್‌ವೈಸರ್ ಮತ್ತು ಇ.ಎಲ್.ಸಿ ಸಂಯೋಜಕರು, ಮಕ್ಕಳ ಸಂಗತ್ ಸ್ಪರ್ಧೆಯಲ್ಲಿ ಬಹುಮಾನ ಪಡೆದವರಿಗೆ ಪ್ರಶಸ್ತಿ ವಿತರಿಸಲಾಗುವುದು.	[8, 891, 248, 952]
ad-office: ರೇಷ್ಮೆ ಉಪ ನಿರ್ದೇಶಕರ ಕಛೇರಿ,	[769, 897, 873, 908]
signature-line: JMFC court. Hosapete.	[161, 1528, 241, 1538]
ad2-signature-1: ಸಹಿ/-ಕಾರ್ಯನಿರ್ವಾಹಕ ಅಭಿಯಂತರರು ನಗರಸಭೆ, ಹೊಸಪೇಟೆ.	[711, 1358, 817, 1379]
photo-subtext-hindi: उद्धव बाळासाहे	[475, 650, 531, 661]
gita-body	[16, 154, 234, 514]
shloka-line: ಹರ್ಷಾಮರ್ಷಭಯೋದ್ವೇಗೈಃ	[80, 120, 170, 131]
city-municipal-tender-ad	[704, 1184, 938, 1498]
shivsena-col-4: ಬಂದಾಗ. ಶಿವಸೇನಾ ಬಿಭಜನೆ. ಶಿವಸೇನಾಯ 40 ಬಂಡಾಯ ಶಾಸಕರೊಂದಿಗೆ ಬಿಜೆಪಿ ಜೊತೆಗೂಡಿ ಏಕನಾಥ ಶಿಂದೆ ಮುಖ್ಯಮಂತ್ರಿಯಾಗಿ ಪ್ರಮಾಣ. ಬಿಜೆಪಿಗೆ ಉಪ ಮುಖ್ಯಮಂತ್ರಿ ಗಾದಿ. ಇದು ಮಹಾರಾಷ್ಟ್ರ ರಾಜಕಾರಣಕ್ಕೆ ಹೊಸ ತಿರುವು. ಅಲ್ಲಿಂದಲೇ ರಾಜಕೀಯವಾಗಿ ಉದ್ಧವ ಹಿನ್ನಡೆಯಾಗಿದೆ. ಏಕನಾಥ್ ಶಿಂದೆ ನೇತೃತ್ವದ ಶಿವಸೇನೆಗೆ ರಾಜಕೀಯವಾಗಿ ಬಲವಾದ ಹೊಡೆತ. ವಿಧಾನಸಭೆಗೆ 2024ರಲ್ಲಿ ನಡೆದ ಚುನಾವಣೆಯಲ್ಲಿ ಬಿಜೆಪಿ, ಶಿಂದೆ ನೇತೃತ್ವದ ಶಿವಸೇನಾ ಹಾಗೂ ಅಜಿತ್ ಪವಾರ್ ನೇತೃತ್ವದ ಎನ್‌ಸಿಪಿ ಮೈತ್ರಿ ಸಮ್ಮ ಮಹಾರಾಷ್ಟ್ರ ವಿಧಾನಸಭೆಯ 288 ಕ್ಷೇತ್ರಗಳ ಪೈಕಿ 236ರಲ್ಲಿ ಈ ಮಹಾಯುತಿ ಗೆದ್ದಿತು. ಶಿಂದೆ ನೇತೃತ್ವದ ಶಿವಸೇನಾ 57 ಸ್ಥಾನಗಳನ್ನು ಪಡೆದರೆ, ಉದ್ಧವ ಠಾಕ್ರೆ ನೇತೃತ್ವದ ಶಿವಸೇನಾ 20 ಸ್ಥಾನಗಳಿಗೆ ಸೀಮಿತ.	[776, 616, 938, 790]
govt-emblem-icon	[712, 886, 734, 908]
